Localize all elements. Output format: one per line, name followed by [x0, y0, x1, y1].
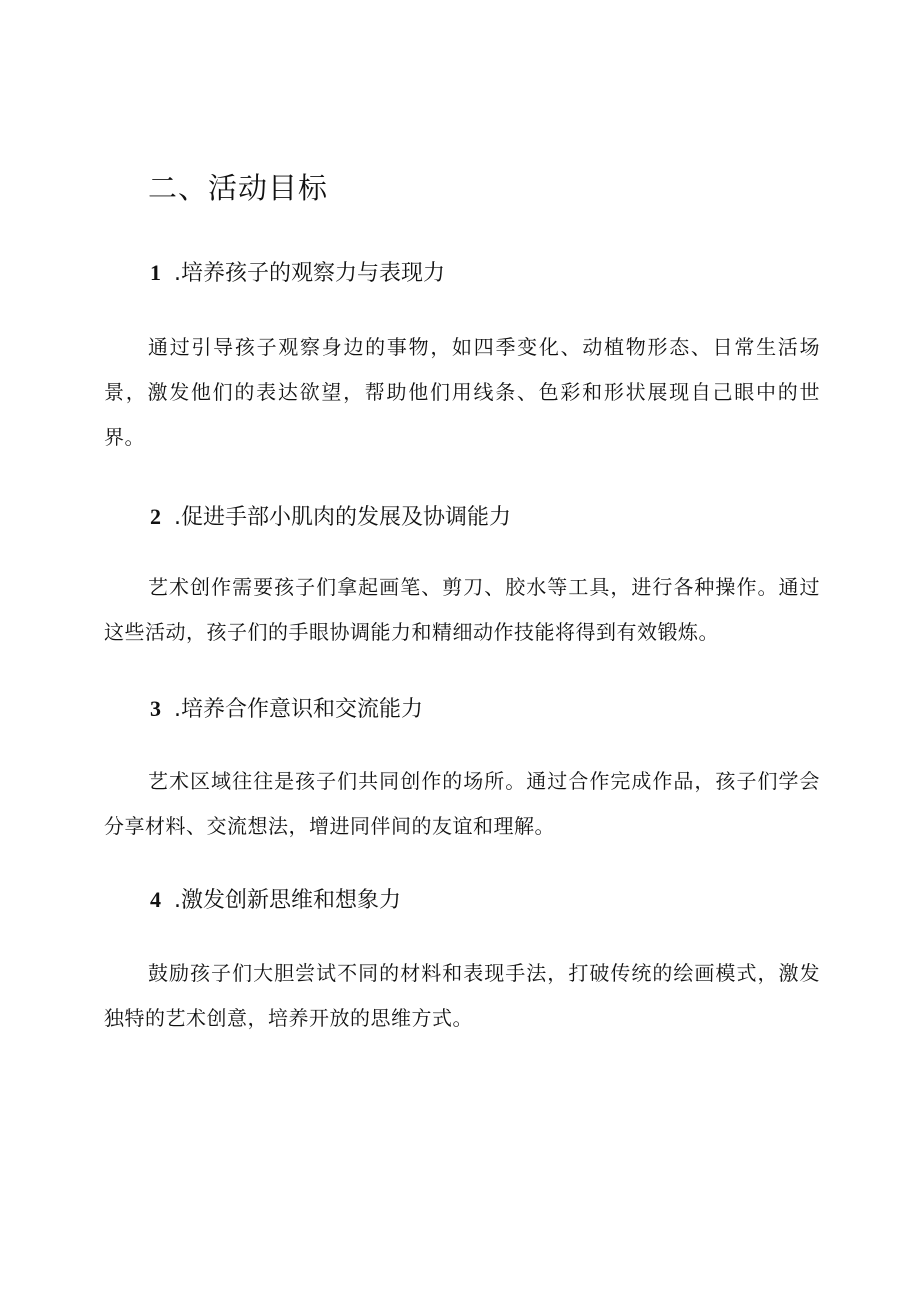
item-heading-2 — [150, 500, 511, 535]
item-heading-4 — [150, 883, 401, 918]
item-heading-text: .培养孩子的观察力与表现力 — [174, 261, 445, 286]
section-title: 二、活动目标 — [148, 171, 329, 205]
item-heading-text: .培养合作意识和交流能力 — [174, 697, 423, 722]
item-number: 1 — [150, 260, 161, 285]
item-heading-1 — [150, 256, 445, 291]
item-paragraph-4: 鼓励孩子们大胆尝试不同的材料和表现手法，打破传统的绘画模式，激发独特的艺术创意，培养开放的思维方式。 — [104, 961, 820, 1030]
item-heading-text: .激发创新思维和想象力 — [174, 888, 401, 913]
item-number: 2 — [150, 504, 161, 529]
item-paragraph-2: 艺术创作需要孩子们拿起画笔、剪刀、胶水等工具，进行各种操作。通过这些活动，孩子们的手眼协调能力和精细动作技能将得到有效锻炼。 — [104, 575, 820, 644]
item-number: 4 — [150, 887, 161, 912]
item-paragraph-1: 通过引导孩子观察身边的事物，如四季变化、动植物形态、日常生活场景，激发他们的表达欲望，帮助他们用线条、色彩和形状展现自己眼中的世界。 — [104, 335, 820, 449]
item-heading-3 — [150, 692, 423, 727]
item-number: 3 — [150, 696, 161, 721]
item-paragraph-3: 艺术区域往往是孩子们共同创作的场所。通过合作完成作品，孩子们学会分享材料、交流想法，增进同伴间的友谊和理解。 — [104, 769, 820, 838]
item-heading-text: .促进手部小肌肉的发展及协调能力 — [174, 505, 511, 530]
